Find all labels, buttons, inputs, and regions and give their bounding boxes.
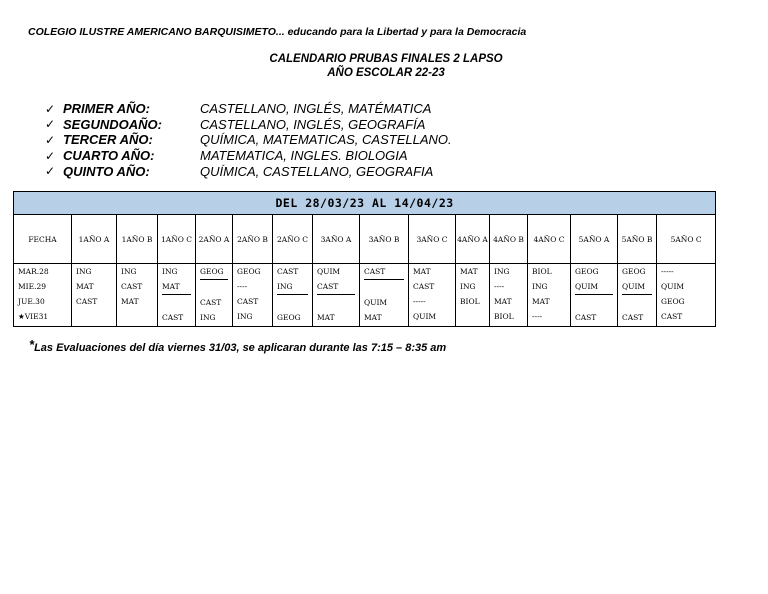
subject-entry: ING (460, 282, 476, 291)
column-header: 2AÑO B (233, 215, 273, 264)
date-entry: JUE.30 (18, 297, 45, 306)
title-line-1: CALENDARIO PRUBAS FINALES 2 LAPSO (269, 53, 503, 65)
table-header-row (14, 215, 716, 264)
subject-entry: MAT (460, 267, 478, 276)
subject-column-cell (456, 264, 490, 327)
year-label: PRIMER AÑO: (63, 101, 150, 117)
subject-entry: CAST (622, 313, 644, 322)
subject-entry (121, 309, 157, 324)
date-entry: MIE.29 (18, 282, 47, 291)
subject-column-cell (233, 264, 273, 327)
subject-entry: GEOG (622, 267, 646, 276)
subject-entry: BIOL (532, 267, 552, 276)
subject-entry: ING (162, 267, 178, 276)
column-header: 3AÑO C (409, 215, 456, 264)
cell-stack (233, 264, 272, 324)
date-entry: MAR.28 (18, 267, 49, 276)
year-subjects: MATEMATICA, INGLES. BIOLOGIA (200, 148, 408, 164)
subject-entry: MAT (532, 297, 550, 306)
column-header: FECHA (14, 215, 72, 264)
subject-entry: CAST (575, 313, 597, 322)
subject-entry: QUIM (622, 279, 652, 295)
subject-entry: ING (200, 313, 216, 322)
subject-entry: ----- (413, 297, 426, 306)
column-header: 4AÑO A (456, 215, 490, 264)
subject-column-cell (571, 264, 618, 327)
year-row-2 (45, 117, 452, 133)
subject-entry: QUIM (661, 282, 685, 291)
subject-column-cell (618, 264, 657, 327)
subject-entry: ----- (661, 267, 674, 276)
year-row-4 (45, 148, 452, 164)
exam-schedule-table (13, 191, 716, 327)
subject-entry (317, 295, 359, 310)
subject-entry (200, 280, 232, 295)
column-header: 5AÑO C (657, 215, 716, 264)
year-label: TERCER AÑO: (63, 132, 153, 148)
subject-entry (622, 295, 656, 310)
subject-entry: CAST (364, 264, 404, 280)
subject-column-cell (528, 264, 571, 327)
date-entry: ★VIE31 (18, 312, 49, 321)
year-subjects: CASTELLANO, INGLÉS, GEOGRAFÍA (200, 116, 426, 132)
subject-entry: CAST (121, 282, 143, 291)
subject-entry: GEOG (200, 264, 228, 280)
year-row-3 (45, 132, 452, 148)
cell-stack (313, 264, 359, 325)
subject-entry: ING (121, 267, 137, 276)
subject-entry: CAST (413, 282, 435, 291)
year-subjects: CASTELLANO, INGLÉS, MATÉMATICA (200, 101, 432, 117)
subject-column-cell (273, 264, 313, 327)
subject-entry (277, 295, 312, 310)
date-range-banner: DEL 28/03/23 AL 14/04/23 (14, 192, 716, 215)
year-subjects: QUÍMICA, CASTELLANO, GEOGRAFIA (200, 163, 434, 179)
column-header: 3AÑO B (360, 215, 409, 264)
column-header: 3AÑO A (313, 215, 360, 264)
subject-entry: CAST (277, 267, 299, 276)
subject-entry: CAST (200, 298, 222, 307)
subject-column-cell (490, 264, 528, 327)
subject-entry: ---- (494, 282, 505, 291)
subject-entry (162, 295, 195, 310)
footnote-star: * (29, 337, 35, 352)
subject-entry: MAT (413, 267, 431, 276)
column-header: 1AÑO C (158, 215, 196, 264)
subject-column-cell (360, 264, 409, 327)
cell-stack (360, 264, 408, 325)
cell-stack (571, 264, 617, 325)
cell-stack (158, 264, 195, 325)
footnote (29, 337, 446, 354)
subject-column-cell (72, 264, 117, 327)
cell-stack (456, 264, 489, 324)
cell-stack (117, 264, 157, 324)
column-header: 2AÑO A (196, 215, 233, 264)
column-header: 5AÑO A (571, 215, 618, 264)
document-title (266, 52, 506, 80)
column-header: 4AÑO B (490, 215, 528, 264)
subject-entry: MAT (121, 297, 139, 306)
cell-stack (409, 264, 455, 324)
subject-entry: MAT (317, 313, 335, 322)
subject-entry (460, 309, 489, 324)
subject-entry: CAST (317, 279, 355, 295)
cell-stack (14, 264, 71, 324)
subject-entry: ---- (532, 312, 543, 321)
subject-entry: CAST (661, 312, 683, 321)
cell-stack (196, 264, 232, 325)
footnote-text: Las Evaluaciones del día viernes 31/03, se aplicaran durante las 7:15 – 8:35 am (34, 342, 447, 354)
subject-entry: ING (277, 279, 308, 295)
subject-column-cell (313, 264, 360, 327)
subject-entry: GEOG (575, 267, 599, 276)
checkmark-icon: ✓ (45, 164, 56, 179)
column-header: 2AÑO C (273, 215, 313, 264)
year-row-5 (45, 163, 452, 179)
subject-entry: CAST (237, 297, 259, 306)
title-line-2: AÑO ESCOLAR 22-23 (327, 67, 445, 79)
subject-entry: GEOG (661, 297, 685, 306)
cell-stack (528, 264, 570, 324)
checkmark-icon: ✓ (45, 132, 56, 147)
date-column-cell (14, 264, 72, 327)
column-header: 5AÑO B (618, 215, 657, 264)
subject-entry: ING (494, 267, 510, 276)
subject-entry: ING (76, 267, 92, 276)
table-body-row (14, 264, 716, 327)
subject-entry: ING (532, 282, 548, 291)
checkmark-icon: ✓ (45, 101, 56, 116)
subject-entry: MAT (364, 313, 382, 322)
year-label: QUINTO AÑO: (63, 163, 150, 179)
subject-entry: MAT (494, 297, 512, 306)
subject-entry: QUIM (413, 312, 437, 321)
subject-entry: BIOL (460, 297, 480, 306)
cell-stack (72, 264, 116, 324)
subject-entry: GEOG (237, 267, 261, 276)
column-header: 1AÑO B (117, 215, 158, 264)
subject-column-cell (409, 264, 456, 327)
subject-column-cell (158, 264, 196, 327)
subject-entry (76, 309, 116, 324)
school-name: COLEGIO ILUSTRE AMERICANO BARQUISIMETO... educando para la Libertad y para la Democracia (28, 26, 527, 38)
subject-entry: QUIM (575, 279, 613, 295)
subject-entry: QUIM (364, 298, 388, 307)
year-row-1 (45, 101, 452, 117)
subject-entry: QUIM (317, 267, 341, 276)
checkmark-icon: ✓ (45, 148, 56, 163)
subject-entry: BIOL (494, 312, 514, 321)
column-header: 1AÑO A (72, 215, 117, 264)
subject-entry: MAT (162, 279, 191, 295)
year-subjects: QUÍMICA, MATEMATICAS, CASTELLANO. (200, 132, 452, 148)
subject-entry: CAST (76, 297, 98, 306)
cell-stack (657, 264, 715, 324)
subject-column-cell (657, 264, 716, 327)
subject-entry: GEOG (277, 313, 301, 322)
subject-column-cell (117, 264, 158, 327)
year-label: CUARTO AÑO: (63, 148, 155, 164)
checkmark-icon: ✓ (45, 117, 56, 132)
cell-stack (618, 264, 656, 325)
year-label: SEGUNDOAÑO: (63, 116, 162, 132)
subject-entry (575, 295, 617, 310)
cell-stack (273, 264, 312, 325)
subject-entry (364, 280, 408, 295)
subject-column-cell (196, 264, 233, 327)
cell-stack (490, 264, 527, 324)
year-subject-list (45, 101, 452, 179)
subject-entry: ---- (237, 282, 248, 291)
subject-entry: ING (237, 312, 253, 321)
subject-entry: MAT (76, 282, 94, 291)
column-header: 4AÑO C (528, 215, 571, 264)
subject-entry: CAST (162, 313, 184, 322)
